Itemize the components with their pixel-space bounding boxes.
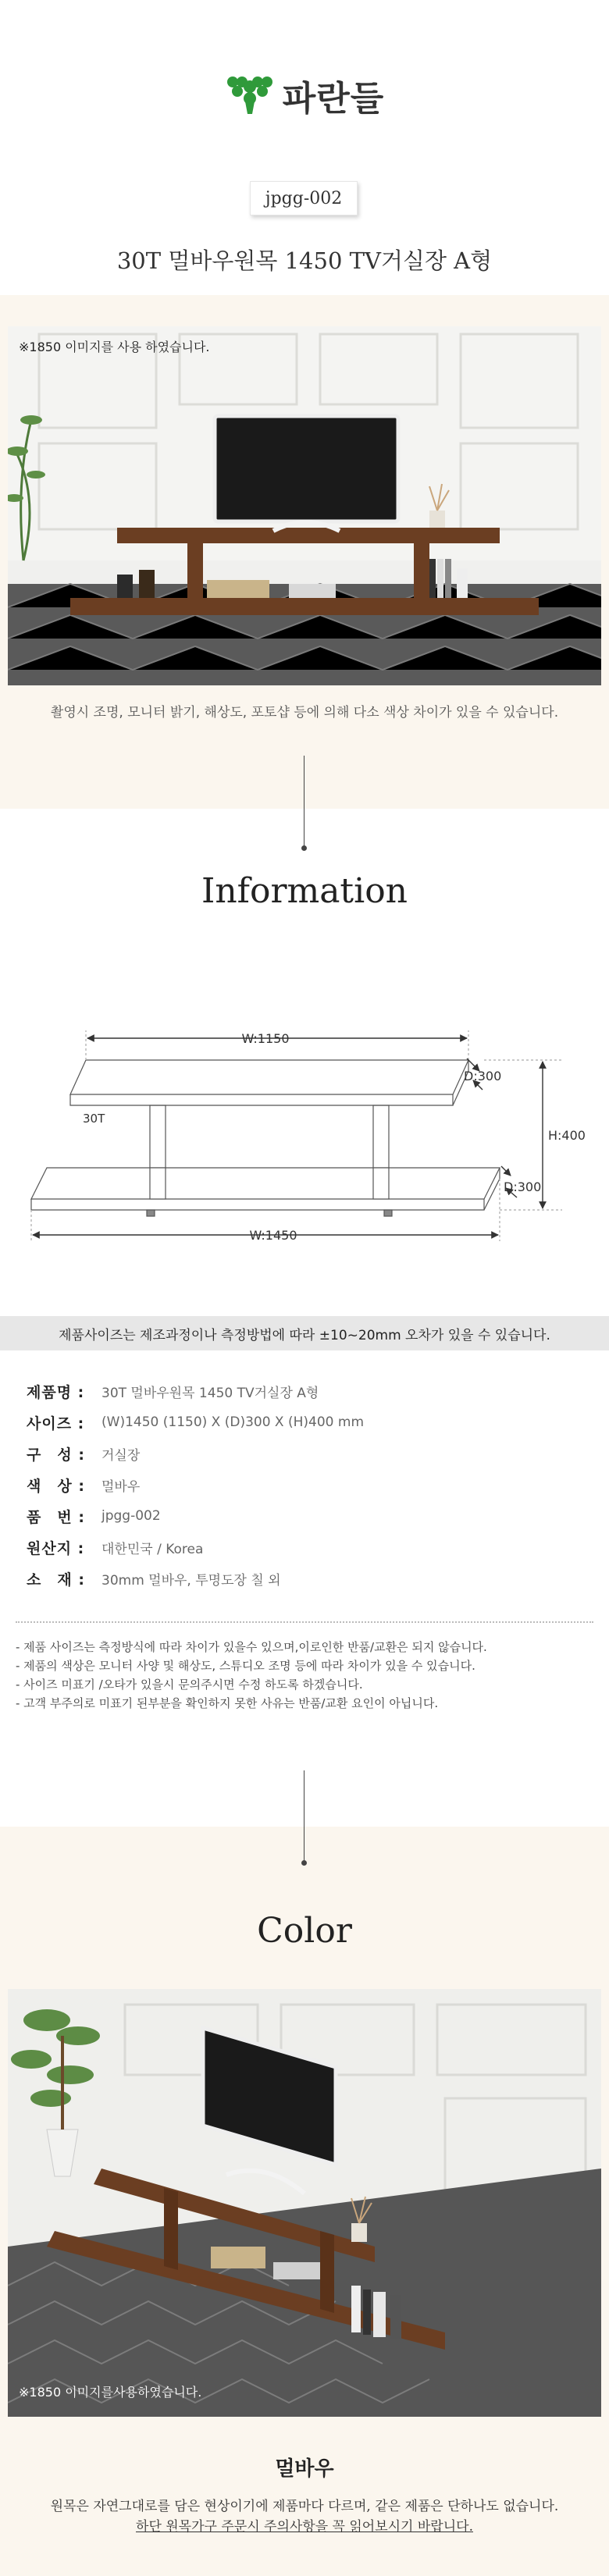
notice-item: - 제품 사이즈는 측정방식에 따라 차이가 있을수 있으며,이로인한 반품/교환은 되지 않습니다. (16, 1640, 487, 1654)
dim-thickness: 30T (83, 1112, 105, 1126)
color-disclaimer: 촬영시 조명, 모니터 밝기, 해상도, 포토샵 등에 의해 다소 색상 차이가 있을 수 있습니다. (50, 705, 559, 720)
spec-row-material (27, 1563, 589, 1594)
spec-value: 멀바우 (102, 1478, 141, 1495)
spec-label: 제품명 : (27, 1383, 85, 1401)
spec-row-size (27, 1407, 589, 1438)
product-photo-front (8, 326, 601, 685)
spec-row-code (27, 1500, 589, 1532)
notice-item: - 사이즈 미표기 /오타가 있을시 문의주시면 수정 하도록 하겠습니다. (16, 1678, 363, 1692)
product-code: jpgg-002 (265, 188, 343, 208)
dim-width-bottom: W:1450 (249, 1228, 297, 1243)
spec-label: 구 성 : (27, 1446, 85, 1464)
brand-logo-icon (225, 75, 275, 116)
photo-note: ※1850 이미지를사용하였습니다. (19, 2385, 202, 2400)
color-title: Color (257, 1911, 352, 1951)
spec-label: 소 재 : (27, 1571, 85, 1589)
dim-depth-top: D:300 (464, 1069, 502, 1083)
dimension-diagram (16, 1015, 593, 1280)
spec-table (27, 1375, 589, 1594)
size-tolerance-note (0, 1316, 609, 1350)
spec-value: jpgg-002 (102, 1508, 161, 1524)
spec-label: 원산지 : (27, 1539, 85, 1557)
spec-label: 사이즈 : (27, 1414, 85, 1432)
spec-value: 거실장 (102, 1447, 141, 1464)
header (0, 0, 609, 156)
product-photo-angle (8, 1989, 601, 2417)
spec-row-color (27, 1469, 589, 1500)
dotted-divider (16, 1621, 593, 1623)
information-title: Information (201, 871, 408, 911)
divider-dot (301, 1860, 307, 1866)
dim-width-top: W:1150 (241, 1031, 290, 1046)
notice-list (16, 1638, 601, 1713)
product-title: 30T 멀바우원목 1450 TV거실장 A형 (116, 247, 493, 274)
spec-label: 색 상 : (27, 1477, 85, 1495)
dim-height: H:400 (548, 1128, 586, 1143)
photo-note: ※1850 이미지를 사용 하였습니다. (19, 340, 210, 354)
spec-value: 30T 멀바우원목 1450 TV거실장 A형 (102, 1385, 319, 1401)
wood-notice-link[interactable]: 하단 원목가구 주문시 주의사항을 꼭 읽어보시기 바랍니다. (136, 2519, 473, 2535)
wood-description: 원목은 자연그대로를 담은 현상이기에 제품마다 다르며, 같은 제품은 단하나도 없습니다. (50, 2499, 559, 2514)
brand-logo (0, 70, 609, 120)
spec-row-name (27, 1375, 589, 1407)
brand-name: 파란들 (282, 79, 385, 119)
spec-value: 대한민국 / Korea (102, 1541, 204, 1557)
divider-dot (301, 845, 307, 851)
color-name: 멀바우 (275, 2457, 334, 2481)
notice-item: - 고객 부주의로 미표기 된부분을 확인하지 못한 사유는 반품/교환 요인이 아닙니다. (16, 1696, 439, 1710)
spec-value: (W)1450 (1150) X (D)300 X (H)400 mm (102, 1414, 364, 1430)
spec-label: 품 번 : (27, 1508, 85, 1526)
size-tolerance-text: 제품사이즈는 제조과정이나 측정방법에 따라 ±10~20mm 오차가 있을 수 있습니다. (59, 1327, 550, 1343)
spec-row-origin (27, 1532, 589, 1563)
spec-value: 30mm 멀바우, 투명도장 칠 외 (102, 1572, 281, 1589)
dim-depth-bottom: D:300 (504, 1179, 542, 1194)
product-code-badge (250, 181, 358, 215)
notice-item: - 제품의 색상은 모니터 사양 및 해상도, 스튜디오 조명 등에 따라 차이가 있을 수 있습니다. (16, 1659, 475, 1673)
spec-row-composition (27, 1438, 589, 1469)
